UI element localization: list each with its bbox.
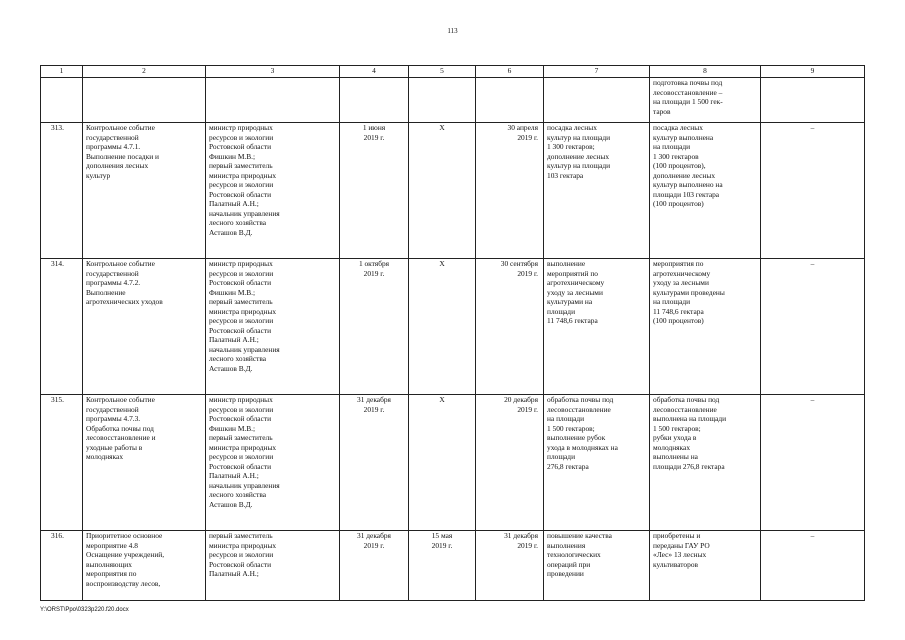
column-number: 4	[340, 66, 409, 78]
column-number: 3	[206, 66, 340, 78]
note-cell: –	[761, 259, 865, 395]
table-row	[41, 531, 865, 601]
plan-end-cell: Х	[409, 395, 476, 531]
planned-result-cell: выполнение мероприятий по агротехническому уходу за лесными культурами на площади 11 748,6 гектара	[544, 259, 650, 395]
file-path-footer: Y:\ORST\Ppo\0323p220.f20.docx	[40, 607, 129, 613]
continuation-row	[41, 78, 865, 123]
event-cell: Контрольное событие государственной программы 4.7.1. Выполнение посадки и дополнения лесных культур	[83, 123, 206, 259]
table-row	[41, 123, 865, 259]
empty-cell	[41, 78, 83, 123]
plan-end-cell: 15 мая 2019 г.	[409, 531, 476, 601]
empty-cell	[761, 78, 865, 123]
column-number: 8	[650, 66, 761, 78]
plan-end-cell: Х	[409, 123, 476, 259]
plan-end-cell: Х	[409, 259, 476, 395]
fact-date-cell: 31 декабря 2019 г.	[476, 531, 544, 601]
empty-cell	[340, 78, 409, 123]
planned-result-cell: повышение качества выполнения технологических операций при проведении	[544, 531, 650, 601]
empty-cell	[83, 78, 206, 123]
row-number: 314.	[41, 259, 83, 395]
column-number: 2	[83, 66, 206, 78]
responsible-cell: министр природных ресурсов и экологии Ростовской области Фишкин М.В.; первый заместитель министра природных ресурсов и экологии Ростовской области Палатный А.Н.; начальник управления лесного хозяйства Асташов В.Д.	[206, 123, 340, 259]
plan-start-cell: 31 декабря 2019 г.	[340, 531, 409, 601]
fact-date-cell: 30 сентября 2019 г.	[476, 259, 544, 395]
note-cell: –	[761, 531, 865, 601]
actual-result-cell: подготовка почвы под лесовосстановление – на площади 1 500 гек- таров	[650, 78, 761, 123]
responsible-cell: министр природных ресурсов и экологии Ростовской области Фишкин М.В.; первый заместитель министра природных ресурсов и экологии Ростовской области Палатный А.Н.; начальник управления лесного хозяйства Асташов В.Д.	[206, 259, 340, 395]
empty-cell	[206, 78, 340, 123]
table-row	[41, 395, 865, 531]
event-cell: Контрольное событие государственной программы 4.7.2. Выполнение агротехнических уходов	[83, 259, 206, 395]
empty-cell	[476, 78, 544, 123]
planned-result-cell: посадка лесных культур на площади 1 300 гектаров; дополнение лесных культур на площади 103 гектара	[544, 123, 650, 259]
column-number: 1	[41, 66, 83, 78]
row-number: 316.	[41, 531, 83, 601]
responsible-cell: первый заместитель министра природных ресурсов и экологии Ростовской области Палатный А.Н.;	[206, 531, 340, 601]
column-number-row	[41, 66, 865, 78]
actual-result-cell: приобретены и переданы ГАУ РО «Лес» 13 лесных культиваторов	[650, 531, 761, 601]
column-number: 5	[409, 66, 476, 78]
column-number: 6	[476, 66, 544, 78]
column-number: 9	[761, 66, 865, 78]
planned-result-cell: обработка почвы под лесовосстановление на площади 1 500 гектаров; выполнение рубок ухода в молодняках на площади 276,8 гектара	[544, 395, 650, 531]
event-cell: Приоритетное основное мероприятие 4.8 Оснащение учреждений, выполняющих мероприятия по воспроизводству лесов,	[83, 531, 206, 601]
report-table	[40, 65, 865, 601]
row-number: 313.	[41, 123, 83, 259]
empty-cell	[544, 78, 650, 123]
event-cell: Контрольное событие государственной программы 4.7.3. Обработка почвы под лесовосстановление и уходные работы в молодняках	[83, 395, 206, 531]
actual-result-cell: мероприятия по агротехническому уходу за лесными культурами проведены на площади 11 748,6 гектара (100 процентов)	[650, 259, 761, 395]
plan-start-cell: 31 декабря 2019 г.	[340, 395, 409, 531]
fact-date-cell: 30 апреля 2019 г.	[476, 123, 544, 259]
page-number: 113	[447, 27, 458, 35]
note-cell: –	[761, 123, 865, 259]
table-row	[41, 259, 865, 395]
responsible-cell: министр природных ресурсов и экологии Ростовской области Фишкин М.В.; первый заместитель министра природных ресурсов и экологии Ростовской области Палатный А.Н.; начальник управления лесного хозяйства Асташов В.Д.	[206, 395, 340, 531]
note-cell: –	[761, 395, 865, 531]
actual-result-cell: посадка лесных культур выполнена на площади 1 300 гектаров (100 процентов), дополнение лесных культур выполнено на площади 103 гектара (100 процентов)	[650, 123, 761, 259]
plan-start-cell: 1 октября 2019 г.	[340, 259, 409, 395]
actual-result-cell: обработка почвы под лесовосстановление выполнена на площади 1 500 гектаров; рубки ухода в молодняках выполнены на площади 276,8 гектара	[650, 395, 761, 531]
fact-date-cell: 20 декабря 2019 г.	[476, 395, 544, 531]
plan-start-cell: 1 июня 2019 г.	[340, 123, 409, 259]
row-number: 315.	[41, 395, 83, 531]
column-number: 7	[544, 66, 650, 78]
empty-cell	[409, 78, 476, 123]
